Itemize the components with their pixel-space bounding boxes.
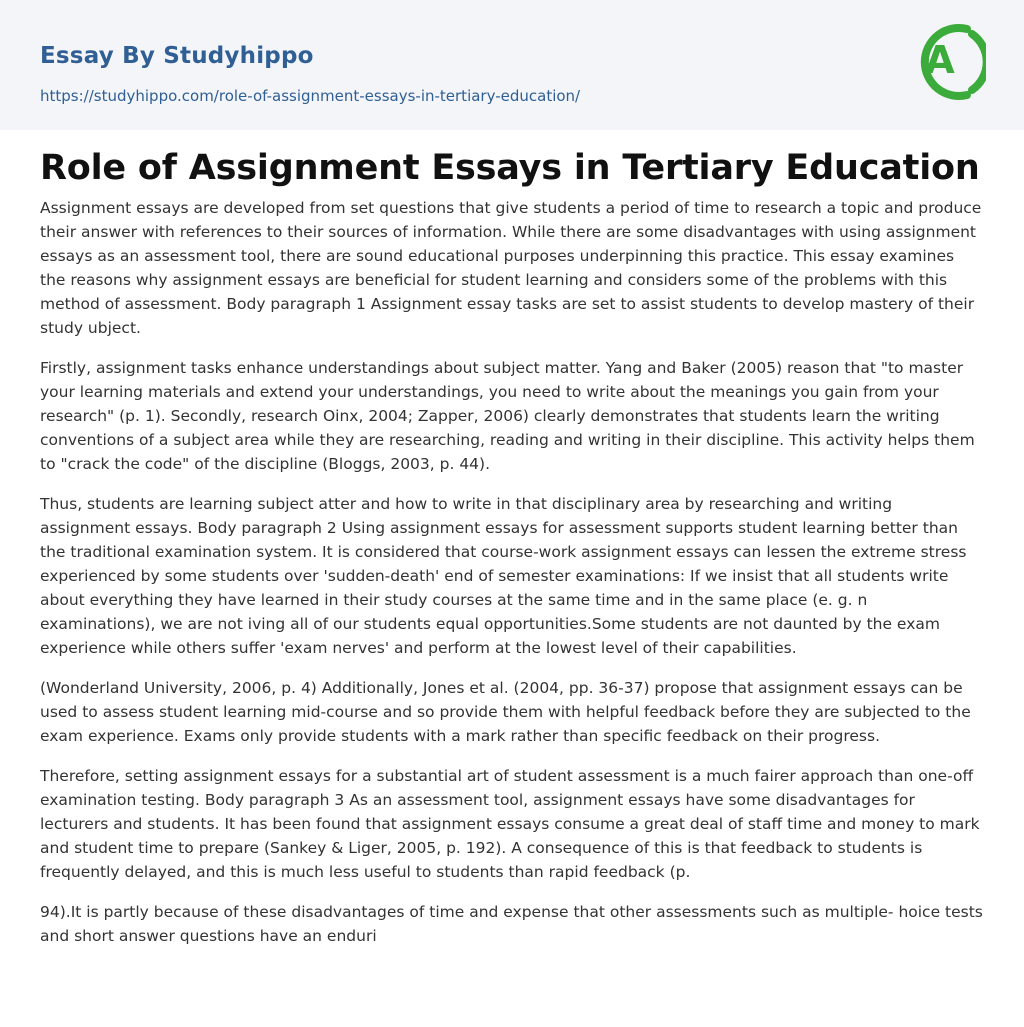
- paragraph: Therefore, setting assignment essays for a substantial art of student assessment is a much fairer approach than one-off examination testing. Body paragraph 3 As an assessment tool, assignment essays have some disadvantages for lecturers and students. It has been found that assignment essays consume a great deal of staff time and money to mark and student time to prepare (Sankey & Liger, 2005, p. 192). A consequence of this is that feedback to students is frequently delayed, and this is much less useful to students than rapid feedback (p.: [40, 767, 980, 881]
- logo-letter: A: [925, 38, 955, 82]
- site-header: [0, 0, 1024, 130]
- article-body: [0, 146, 1024, 948]
- paragraph: 94).It is partly because of these disadvantages of time and expense that other assessments such as multiple- hoice tests and short answer questions have an enduri: [40, 903, 983, 945]
- article-title: Role of Assignment Essays in Tertiary Education: [40, 148, 980, 188]
- studyhippo-logo[interactable]: [912, 18, 986, 106]
- paragraph: Assignment essays are developed from set questions that give students a period of time to research a topic and produce their answer with references to their sources of information. While there are some disadvantages with using assignment essays as an assessment tool, there are sound educational purposes underpinning this practice. This essay examines the reasons why assignment essays are beneficial for student learning and considers some of the problems with this method of assessment. Body paragraph 1 Assignment essay tasks are set to assist students to develop mastery of their study ubject.: [40, 199, 982, 337]
- paragraph: Thus, students are learning subject atter and how to write in that disciplinary area by researching and writing assignment essays. Body paragraph 2 Using assignment essays for assessment supports student learning better than the traditional examination system. It is considered that course-work assignment essays can lessen the extreme stress experienced by some students over 'sudden-death' end of semester examinations: If we insist that all students write about everything they have learned in their study courses at the same time and in the same place (e. g. n examinations), we are not iving all of our students equal opportunities.Some students are not daunted by the exam experience while others suffer 'exam nerves' and perform at the lowest level of their capabilities.: [40, 495, 967, 657]
- paragraph: Firstly, assignment tasks enhance understandings about subject matter. Yang and Baker (2005) reason that "to master your learning materials and extend your understandings, you need to write about the meanings you gain from your research" (p. 1). Secondly, research Oinx, 2004; Zapper, 2006) clearly demonstrates that students learn the writing conventions of a subject area while they are researching, reading and writing in their discipline. This activity helps them to "crack the code" of the discipline (Bloggs, 2003, p. 44).: [40, 359, 975, 473]
- site-name[interactable]: Essay By Studyhippo: [40, 43, 314, 69]
- article-url-link[interactable]: https://studyhippo.com/role-of-assignment-essays-in-tertiary-education/: [40, 87, 581, 105]
- paragraph: (Wonderland University, 2006, p. 4) Additionally, Jones et al. (2004, pp. 36-37) propose that assignment essays can be used to assess student learning mid-course and so provide them with helpful feedback before they are subjected to the exam experience. Exams only provide students with a mark rather than specific feedback on their progress.: [40, 679, 971, 745]
